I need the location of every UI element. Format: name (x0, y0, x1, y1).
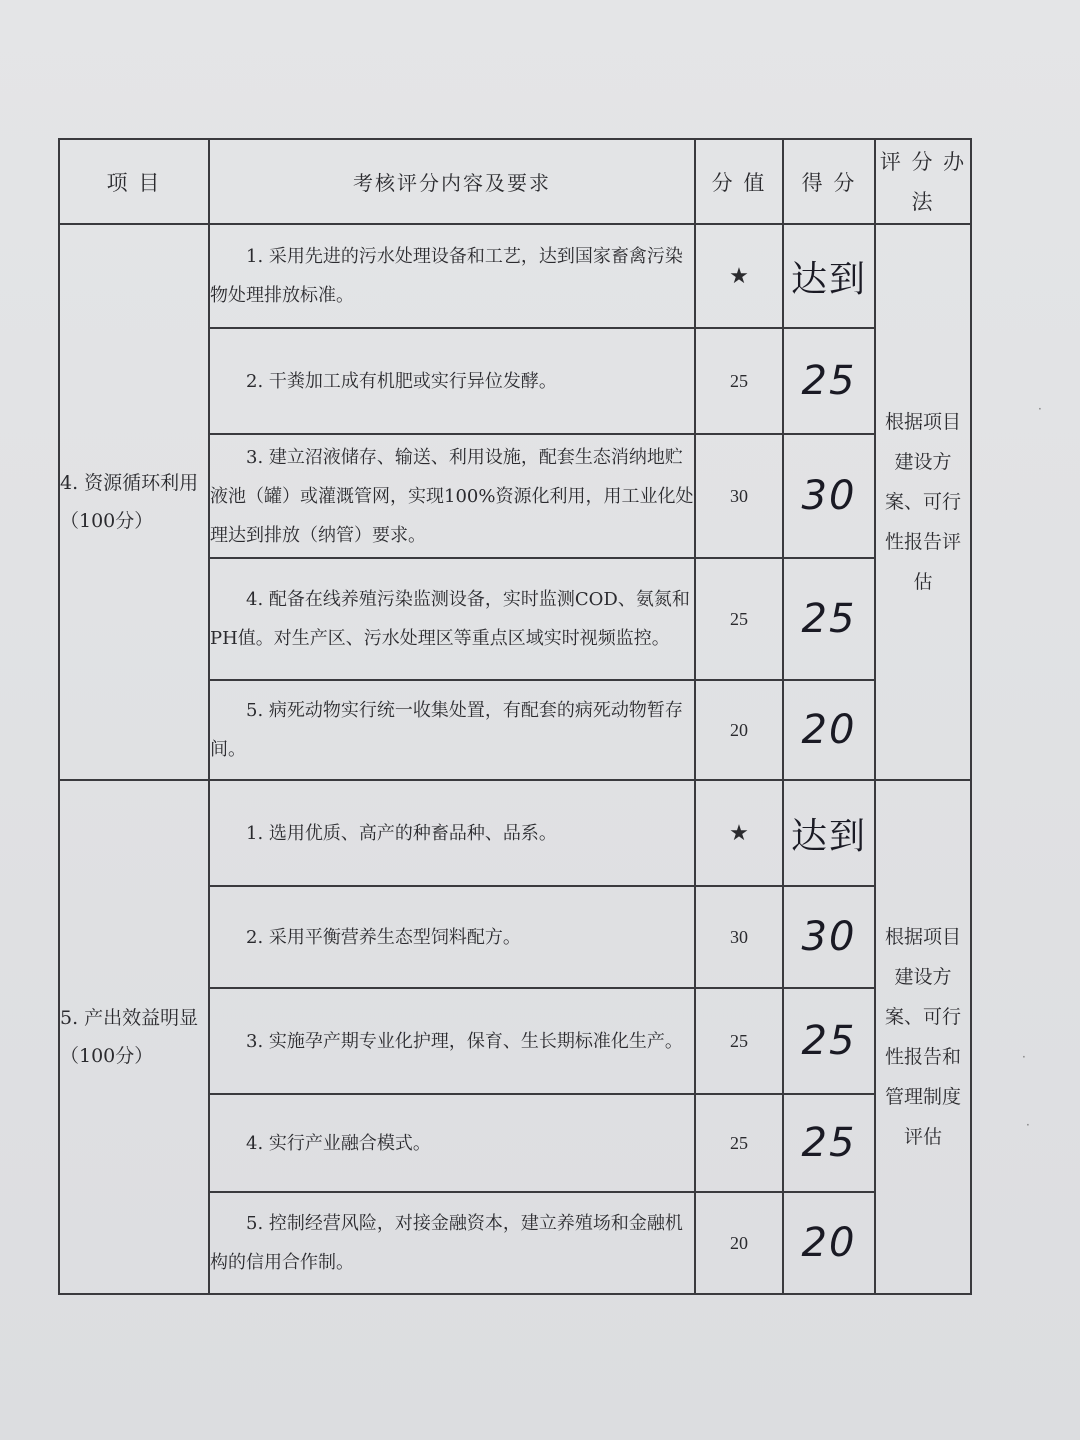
obtained-score-cell: 30 (783, 434, 875, 558)
header-method: 评 分 办 法 (875, 139, 971, 224)
requirement-cell: 2. 采用平衡营养生态型饲料配方。 (209, 886, 695, 988)
scoring-table (58, 138, 972, 1295)
requirement-cell: 1. 采用先进的污水处理设备和工艺，达到国家畜禽污染物处理排放标准。 (209, 224, 695, 328)
method-cell: 根据项目建设方案、可行性报告和管理制度评估 (875, 780, 971, 1294)
score-cell: 20 (695, 1192, 783, 1294)
score-cell (695, 224, 783, 328)
requirement-cell: 1. 选用优质、高产的种畜品种、品系。 (209, 780, 695, 886)
score-cell: 20 (695, 680, 783, 780)
paper-speck: · (1038, 402, 1042, 416)
score-cell: 25 (695, 558, 783, 680)
table-row (59, 224, 971, 328)
header-obtained: 得 分 (783, 139, 875, 224)
requirement-cell: 4. 配备在线养殖污染监测设备，实时监测COD、氨氮和PH值。对生产区、污水处理区等重点区域实时视频监控。 (209, 558, 695, 680)
obtained-score-cell: 25 (783, 558, 875, 680)
header-item: 项 目 (59, 139, 209, 224)
obtained-score-cell: 30 (783, 886, 875, 988)
requirement-cell: 3. 建立沼液储存、输送、利用设施，配套生态消纳地贮液池（罐）或灌溉管网，实现100%资源化利用，用工业化处理达到排放（纳管）要求。 (209, 434, 695, 558)
score-cell: 25 (695, 1094, 783, 1192)
star-icon: ★ (729, 263, 749, 288)
requirement-cell: 5. 病死动物实行统一收集处置，有配套的病死动物暂存间。 (209, 680, 695, 780)
obtained-score-cell: 达到 (783, 780, 875, 886)
score-cell: 30 (695, 886, 783, 988)
obtained-score-cell: 达到 (783, 224, 875, 328)
table-row (59, 780, 971, 886)
obtained-score-cell: 25 (783, 988, 875, 1094)
method-cell: 根据项目建设方案、可行性报告评估 (875, 224, 971, 780)
score-cell: 25 (695, 328, 783, 434)
header-content: 考核评分内容及要求 (209, 139, 695, 224)
requirement-cell: 5. 控制经营风险，对接金融资本，建立养殖场和金融机构的信用合作制。 (209, 1192, 695, 1294)
obtained-score-cell: 25 (783, 1094, 875, 1192)
obtained-score-cell: 20 (783, 680, 875, 780)
requirement-cell: 2. 干粪加工成有机肥或实行异位发酵。 (209, 328, 695, 434)
star-icon: ★ (729, 820, 749, 845)
category-cell: 4. 资源循环利用（100分） (59, 224, 209, 780)
score-cell: 30 (695, 434, 783, 558)
score-cell (695, 780, 783, 886)
paper-speck: · (1026, 1118, 1030, 1132)
requirement-cell: 4. 实行产业融合模式。 (209, 1094, 695, 1192)
header-score: 分 值 (695, 139, 783, 224)
obtained-score-cell: 20 (783, 1192, 875, 1294)
category-cell: 5. 产出效益明显（100分） (59, 780, 209, 1294)
table-header-row (59, 139, 971, 224)
requirement-cell: 3. 实施孕产期专业化护理，保育、生长期标准化生产。 (209, 988, 695, 1094)
paper-speck: · (1022, 1050, 1026, 1064)
obtained-score-cell: 25 (783, 328, 875, 434)
score-cell: 25 (695, 988, 783, 1094)
